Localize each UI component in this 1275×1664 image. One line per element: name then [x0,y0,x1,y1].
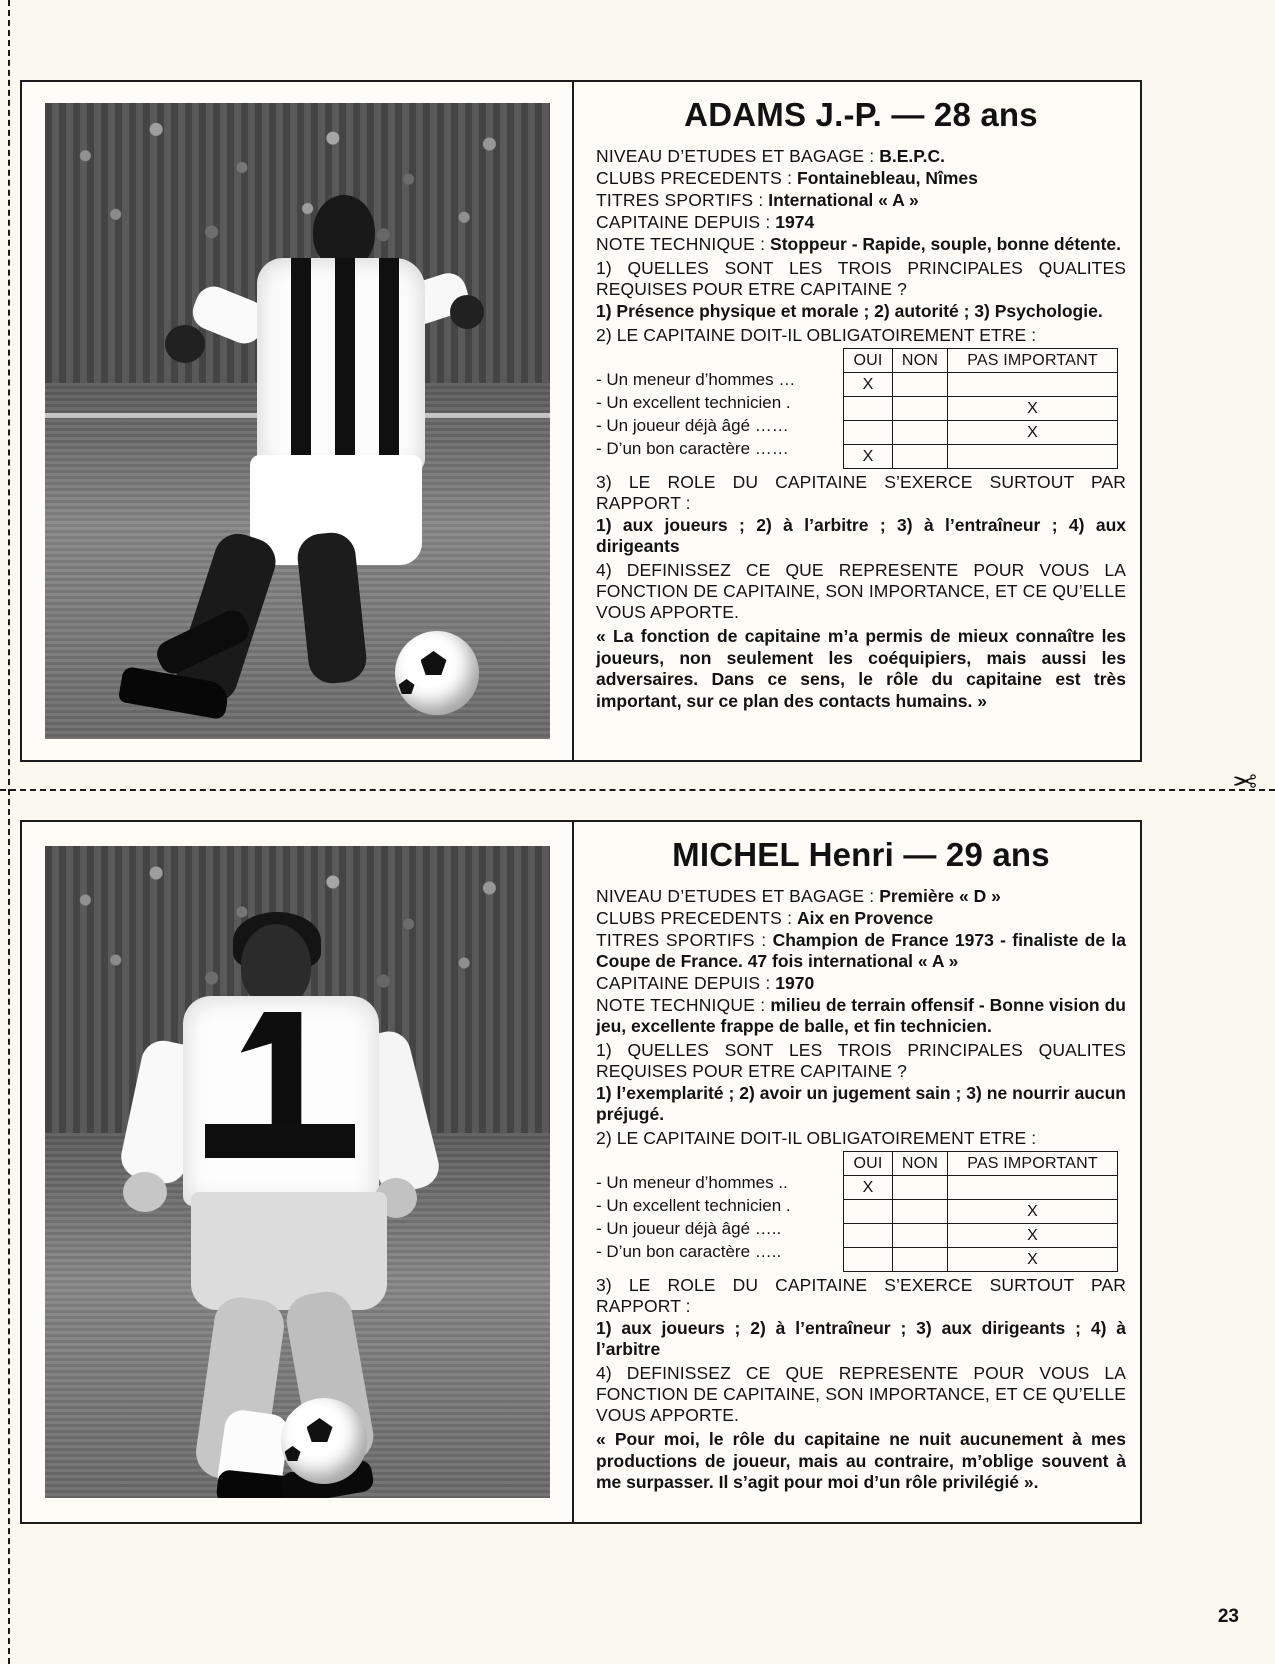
scissors-icon: ✂ [1231,766,1257,799]
criteria-table [596,1151,1126,1272]
col-non: NON [893,1152,948,1176]
field-value: milieu de terrain offensif - Bonne vision du jeu, excellente frappe de balle, et fin technicien. [596,995,1126,1036]
cell-oui[interactable]: X [844,373,893,397]
cell-pas[interactable] [948,373,1118,397]
answer-4: « La fonction de capitaine m’a permis de mieux connaître les joueurs, non seulement les coéquipiers, mais aussi les adversaires. Dans ce sens, le rôle du capitaine est très important, sur ce plan des contacts humains. » [596,626,1126,711]
football [395,631,479,715]
table-row [844,1176,1118,1200]
cell-non[interactable] [893,373,948,397]
table-header-row [844,349,1118,373]
answer-1: 1) l’exemplarité ; 2) avoir un jugement sain ; 3) ne nourrir aucun préjugé. [596,1083,1126,1124]
criteria-label: - D’un bon caractère …… [596,439,789,458]
cell-non[interactable] [893,1176,948,1200]
field-label: CLUBS PRECEDENTS : [596,908,793,928]
field-label: NOTE TECHNIQUE : [596,995,766,1015]
cell-non[interactable] [893,421,948,445]
field-value: International « A » [768,190,919,210]
field-value: 1974 [775,212,815,232]
field-value: B.E.P.C. [879,146,946,166]
player-details [574,82,1140,760]
cell-non[interactable] [893,445,948,469]
criteria-label: - Un joueur déjà âgé …… [596,416,789,435]
field-titres [596,930,1126,972]
col-pas-important: PAS IMPORTANT [948,1152,1118,1176]
cell-pas[interactable]: X [948,1248,1118,1272]
criteria-label: - Un joueur déjà âgé ….. [596,1219,782,1238]
footballer-photo-michel [45,846,550,1498]
cell-oui[interactable]: X [844,1176,893,1200]
cell-oui[interactable]: X [844,445,893,469]
question-4: 4) DEFINISSEZ CE QUE REPRESENTE POUR VOUS LA FONCTION DE CAPITAINE, SON IMPORTANCE, ET CE QU’ELLE VOUS APPORTE. [596,560,1126,622]
question-4: 4) DEFINISSEZ CE QUE REPRESENTE POUR VOUS LA FONCTION DE CAPITAINE, SON IMPORTANCE, ET CE QU’ELLE VOUS APPORTE. [596,1363,1126,1425]
col-pas-important: PAS IMPORTANT [948,349,1118,373]
field-note-technique [596,234,1126,255]
field-clubs [596,908,1126,929]
field-label: CAPITAINE DEPUIS : [596,973,771,993]
player-card [20,80,1142,762]
field-label: CAPITAINE DEPUIS : [596,212,771,232]
table-row [844,397,1118,421]
page-number: 23 [1217,1606,1239,1627]
table-header-row [844,1152,1118,1176]
cell-non[interactable] [893,1200,948,1224]
field-clubs [596,168,1126,189]
field-label: NIVEAU D’ETUDES ET BAGAGE : [596,146,875,166]
cell-oui[interactable] [844,397,893,421]
criteria-label: - Un excellent technicien . [596,1196,791,1215]
cell-pas[interactable]: X [948,1224,1118,1248]
field-value: Fontainebleau, Nîmes [797,168,978,188]
criteria-label: - Un meneur d’hommes … [596,370,796,389]
question-1: 1) QUELLES SONT LES TROIS PRINCIPALES QUALITES REQUISES POUR ETRE CAPITAINE ? [596,1040,1126,1081]
field-etudes [596,886,1126,907]
cell-pas[interactable] [948,1176,1118,1200]
cell-non[interactable] [893,1224,948,1248]
criteria-row-labels [596,1151,843,1263]
col-oui: OUI [844,349,893,373]
answer-1: 1) Présence physique et morale ; 2) autorité ; 3) Psychologie. [596,301,1103,321]
criteria-label: - Un meneur d’hommes .. [596,1173,788,1192]
criteria-grid [843,348,1118,469]
criteria-label: - D’un bon caractère ….. [596,1242,782,1261]
player-photo-pane [22,822,574,1522]
col-non: NON [893,349,948,373]
field-capitaine-depuis [596,973,1126,994]
answer-3: 1) aux joueurs ; 2) à l’entraîneur ; 3) aux dirigeants ; 4) à l’arbitre [596,1318,1126,1359]
field-capitaine-depuis [596,212,1126,233]
question-3: 3) LE ROLE DU CAPITAINE S’EXERCE SURTOUT PAR RAPPORT : [596,1275,1126,1316]
field-value: Aix en Provence [797,908,934,928]
cell-oui[interactable] [844,1224,893,1248]
field-label: NOTE TECHNIQUE : [596,234,766,254]
cell-pas[interactable]: X [948,397,1118,421]
cell-non[interactable] [893,397,948,421]
page-title: ADAMS J.-P. — 28 ans [684,96,1038,133]
cell-pas[interactable]: X [948,421,1118,445]
question-2: 2) LE CAPITAINE DOIT-IL OBLIGATOIREMENT ETRE : [596,325,1037,345]
field-label: TITRES SPORTIFS : [596,190,764,210]
cut-guide-horizontal [0,789,1275,791]
cell-pas[interactable]: X [948,1200,1118,1224]
cut-guide-vertical [8,0,10,1664]
question-3: 3) LE ROLE DU CAPITAINE S’EXERCE SURTOUT PAR RAPPORT : [596,472,1126,513]
table-row [844,1200,1118,1224]
question-1: 1) QUELLES SONT LES TROIS PRINCIPALES QUALITES REQUISES POUR ETRE CAPITAINE ? [596,258,1126,299]
cell-oui[interactable] [844,1248,893,1272]
criteria-grid [843,1151,1118,1272]
field-note-technique [596,995,1126,1037]
field-value: Champion de France 1973 - finaliste de la Coupe de France. 47 fois international « A » [596,930,1126,971]
footballer-photo-adams [45,103,550,739]
player-photo-pane [22,82,574,760]
cell-oui[interactable] [844,421,893,445]
table-row [844,373,1118,397]
table-row [844,1248,1118,1272]
table-row [844,1224,1118,1248]
cell-non[interactable] [893,1248,948,1272]
col-oui: OUI [844,1152,893,1176]
player-card [20,820,1142,1524]
field-label: NIVEAU D’ETUDES ET BAGAGE : [596,886,875,906]
field-value: Stoppeur - Rapide, souple, bonne détente. [770,234,1122,254]
answer-3: 1) aux joueurs ; 2) à l’arbitre ; 3) à l’entraîneur ; 4) aux dirigeants [596,515,1126,556]
answer-4: « Pour moi, le rôle du capitaine ne nuit aucunement à mes productions de joueur, mais au contraire, m’oblige souvent à me surpasser. Il s’agit pour moi d’un rôle privilégié ». [596,1429,1126,1492]
page-title: MICHEL Henri — 29 ans [672,836,1050,873]
field-value: Première « D » [879,886,1001,906]
question-2: 2) LE CAPITAINE DOIT-IL OBLIGATOIREMENT ETRE : [596,1128,1037,1148]
field-label: CLUBS PRECEDENTS : [596,168,793,188]
cell-pas[interactable] [948,445,1118,469]
criteria-label: - Un excellent technicien . [596,393,791,412]
field-label: TITRES SPORTIFS : [596,930,767,950]
table-row [844,445,1118,469]
table-row [844,421,1118,445]
football [281,1398,367,1484]
field-etudes [596,146,1126,167]
criteria-row-labels [596,348,843,460]
criteria-table [596,348,1126,469]
field-value: 1970 [775,973,815,993]
player-details [574,822,1140,1522]
field-titres [596,190,1126,211]
cell-oui[interactable] [844,1200,893,1224]
